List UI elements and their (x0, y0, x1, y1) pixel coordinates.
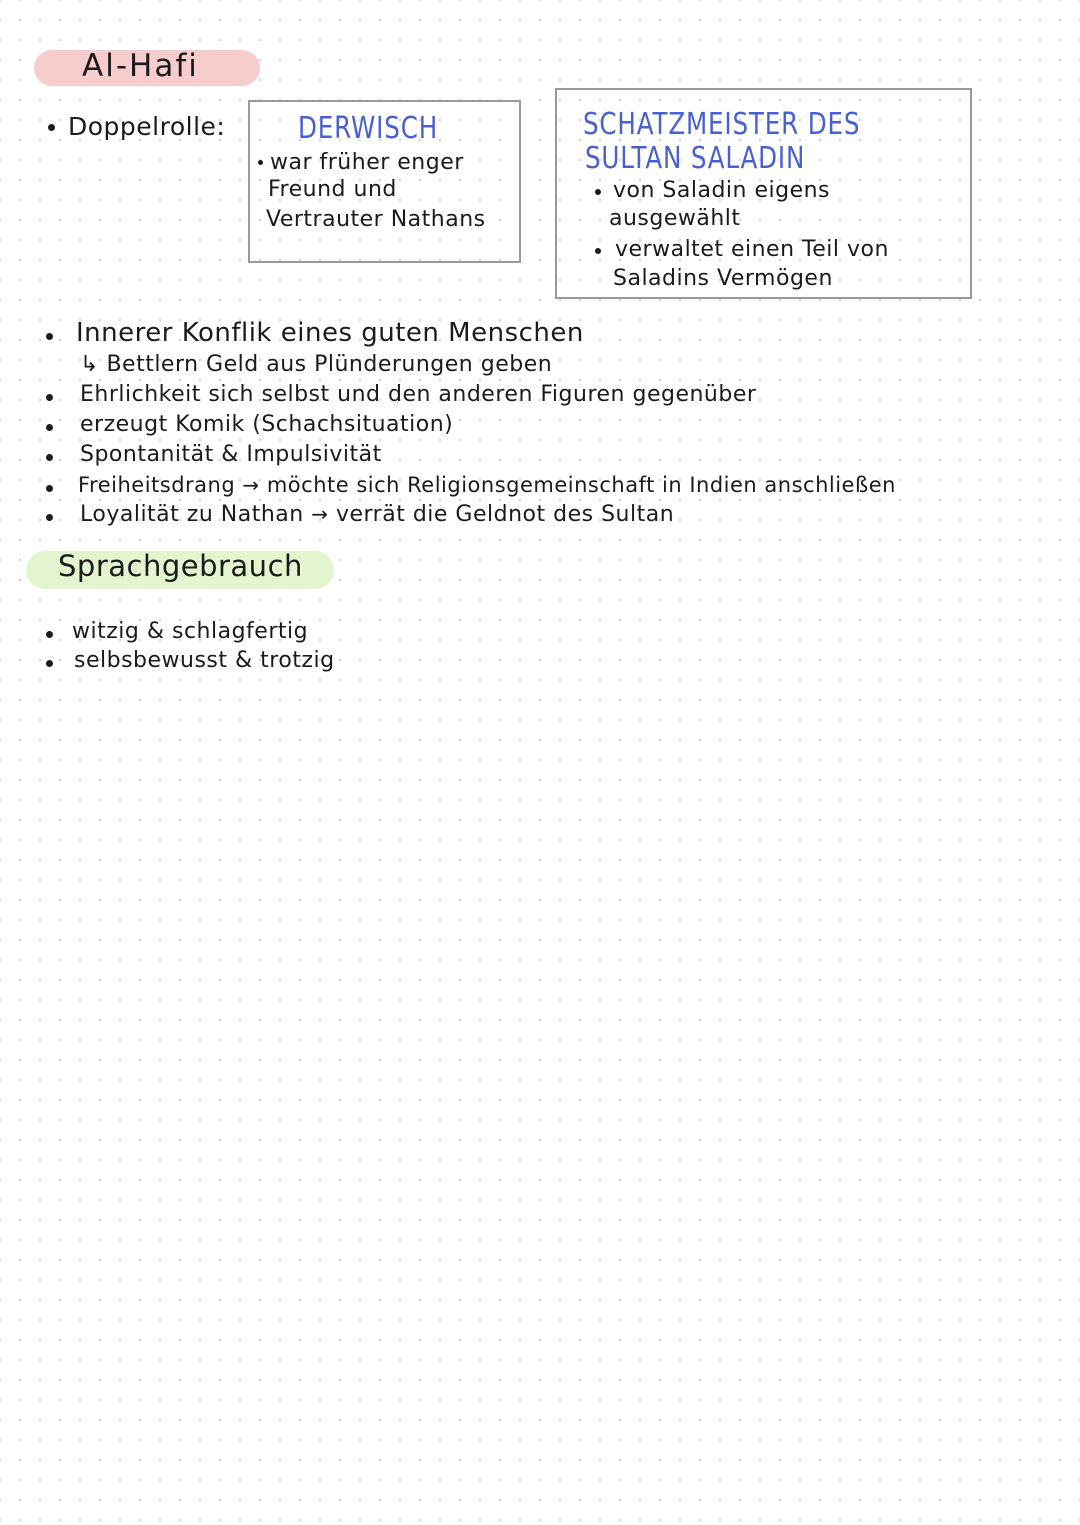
schatzmeister-heading-2: SULTAN SALADIN (585, 141, 806, 176)
bullet (46, 333, 53, 340)
sprachgebrauch-item-2: selbsbewusst & trotzig (74, 648, 335, 673)
bullet (46, 631, 53, 638)
derwisch-line-3: Vertrauter Nathans (266, 207, 486, 232)
bullet (46, 424, 53, 431)
sprachgebrauch-item-1: witzig & schlagfertig (72, 619, 309, 644)
derwisch-line-2: Freund und (268, 177, 397, 202)
bullet (46, 660, 53, 667)
bullet (46, 454, 53, 461)
sub-arrow-icon: ↳ (80, 352, 99, 377)
section-title-sprachgebrauch: Sprachgebrauch (58, 549, 303, 583)
bullet (46, 394, 53, 401)
trait-loyalty (80, 499, 674, 530)
trait-loyalty-detail: verrät die Geldnot des Sultan (335, 502, 675, 527)
schatzmeister-box (555, 88, 972, 299)
bullet (48, 124, 55, 131)
trait-honesty: Ehrlichkeit sich selbst und den anderen Figuren gegenüber (80, 382, 757, 407)
bullet (595, 189, 601, 195)
trait-inner-conflict: Innerer Konflik eines guten Menschen (76, 318, 584, 348)
trait-freedom-label: Freiheitsdrang (78, 473, 236, 497)
schatzmeister-heading-1: SCHATZMEISTER DES (583, 107, 861, 142)
bullet (595, 248, 601, 254)
bullet (46, 514, 53, 521)
bullet (46, 485, 53, 492)
schatzmeister-item-1-line-2: ausgewählt (609, 206, 741, 231)
trait-freedom-detail: möchte sich Religionsgemeinschaft in Indien anschließen (266, 473, 896, 497)
page-title: Al-Hafi (82, 48, 199, 84)
arrow-right-icon: → (242, 473, 260, 497)
trait-freedom (78, 470, 896, 500)
trait-comedy: erzeugt Komik (Schachsituation) (80, 412, 454, 437)
trait-inner-conflict-sub (80, 350, 552, 380)
arrow-right-icon: → (311, 502, 329, 526)
bullet (258, 160, 263, 165)
schatzmeister-item-2-line-1: verwaltet einen Teil von (615, 237, 889, 262)
schatzmeister-item-2-line-2: Saladins Vermögen (613, 266, 833, 291)
trait-spontaneity: Spontanität & Impulsivität (80, 442, 382, 467)
derwisch-heading: DERWISCH (298, 111, 439, 146)
derwisch-line-1: war früher enger (270, 150, 464, 175)
schatzmeister-item-1-line-1: von Saladin eigens (613, 178, 831, 203)
doppelrolle-label: Doppelrolle: (68, 112, 226, 141)
trait-loyalty-label: Loyalität zu Nathan (80, 502, 304, 527)
derwisch-box (248, 100, 521, 263)
trait-inner-conflict-sub-text: Bettlern Geld aus Plünderungen geben (106, 352, 553, 377)
